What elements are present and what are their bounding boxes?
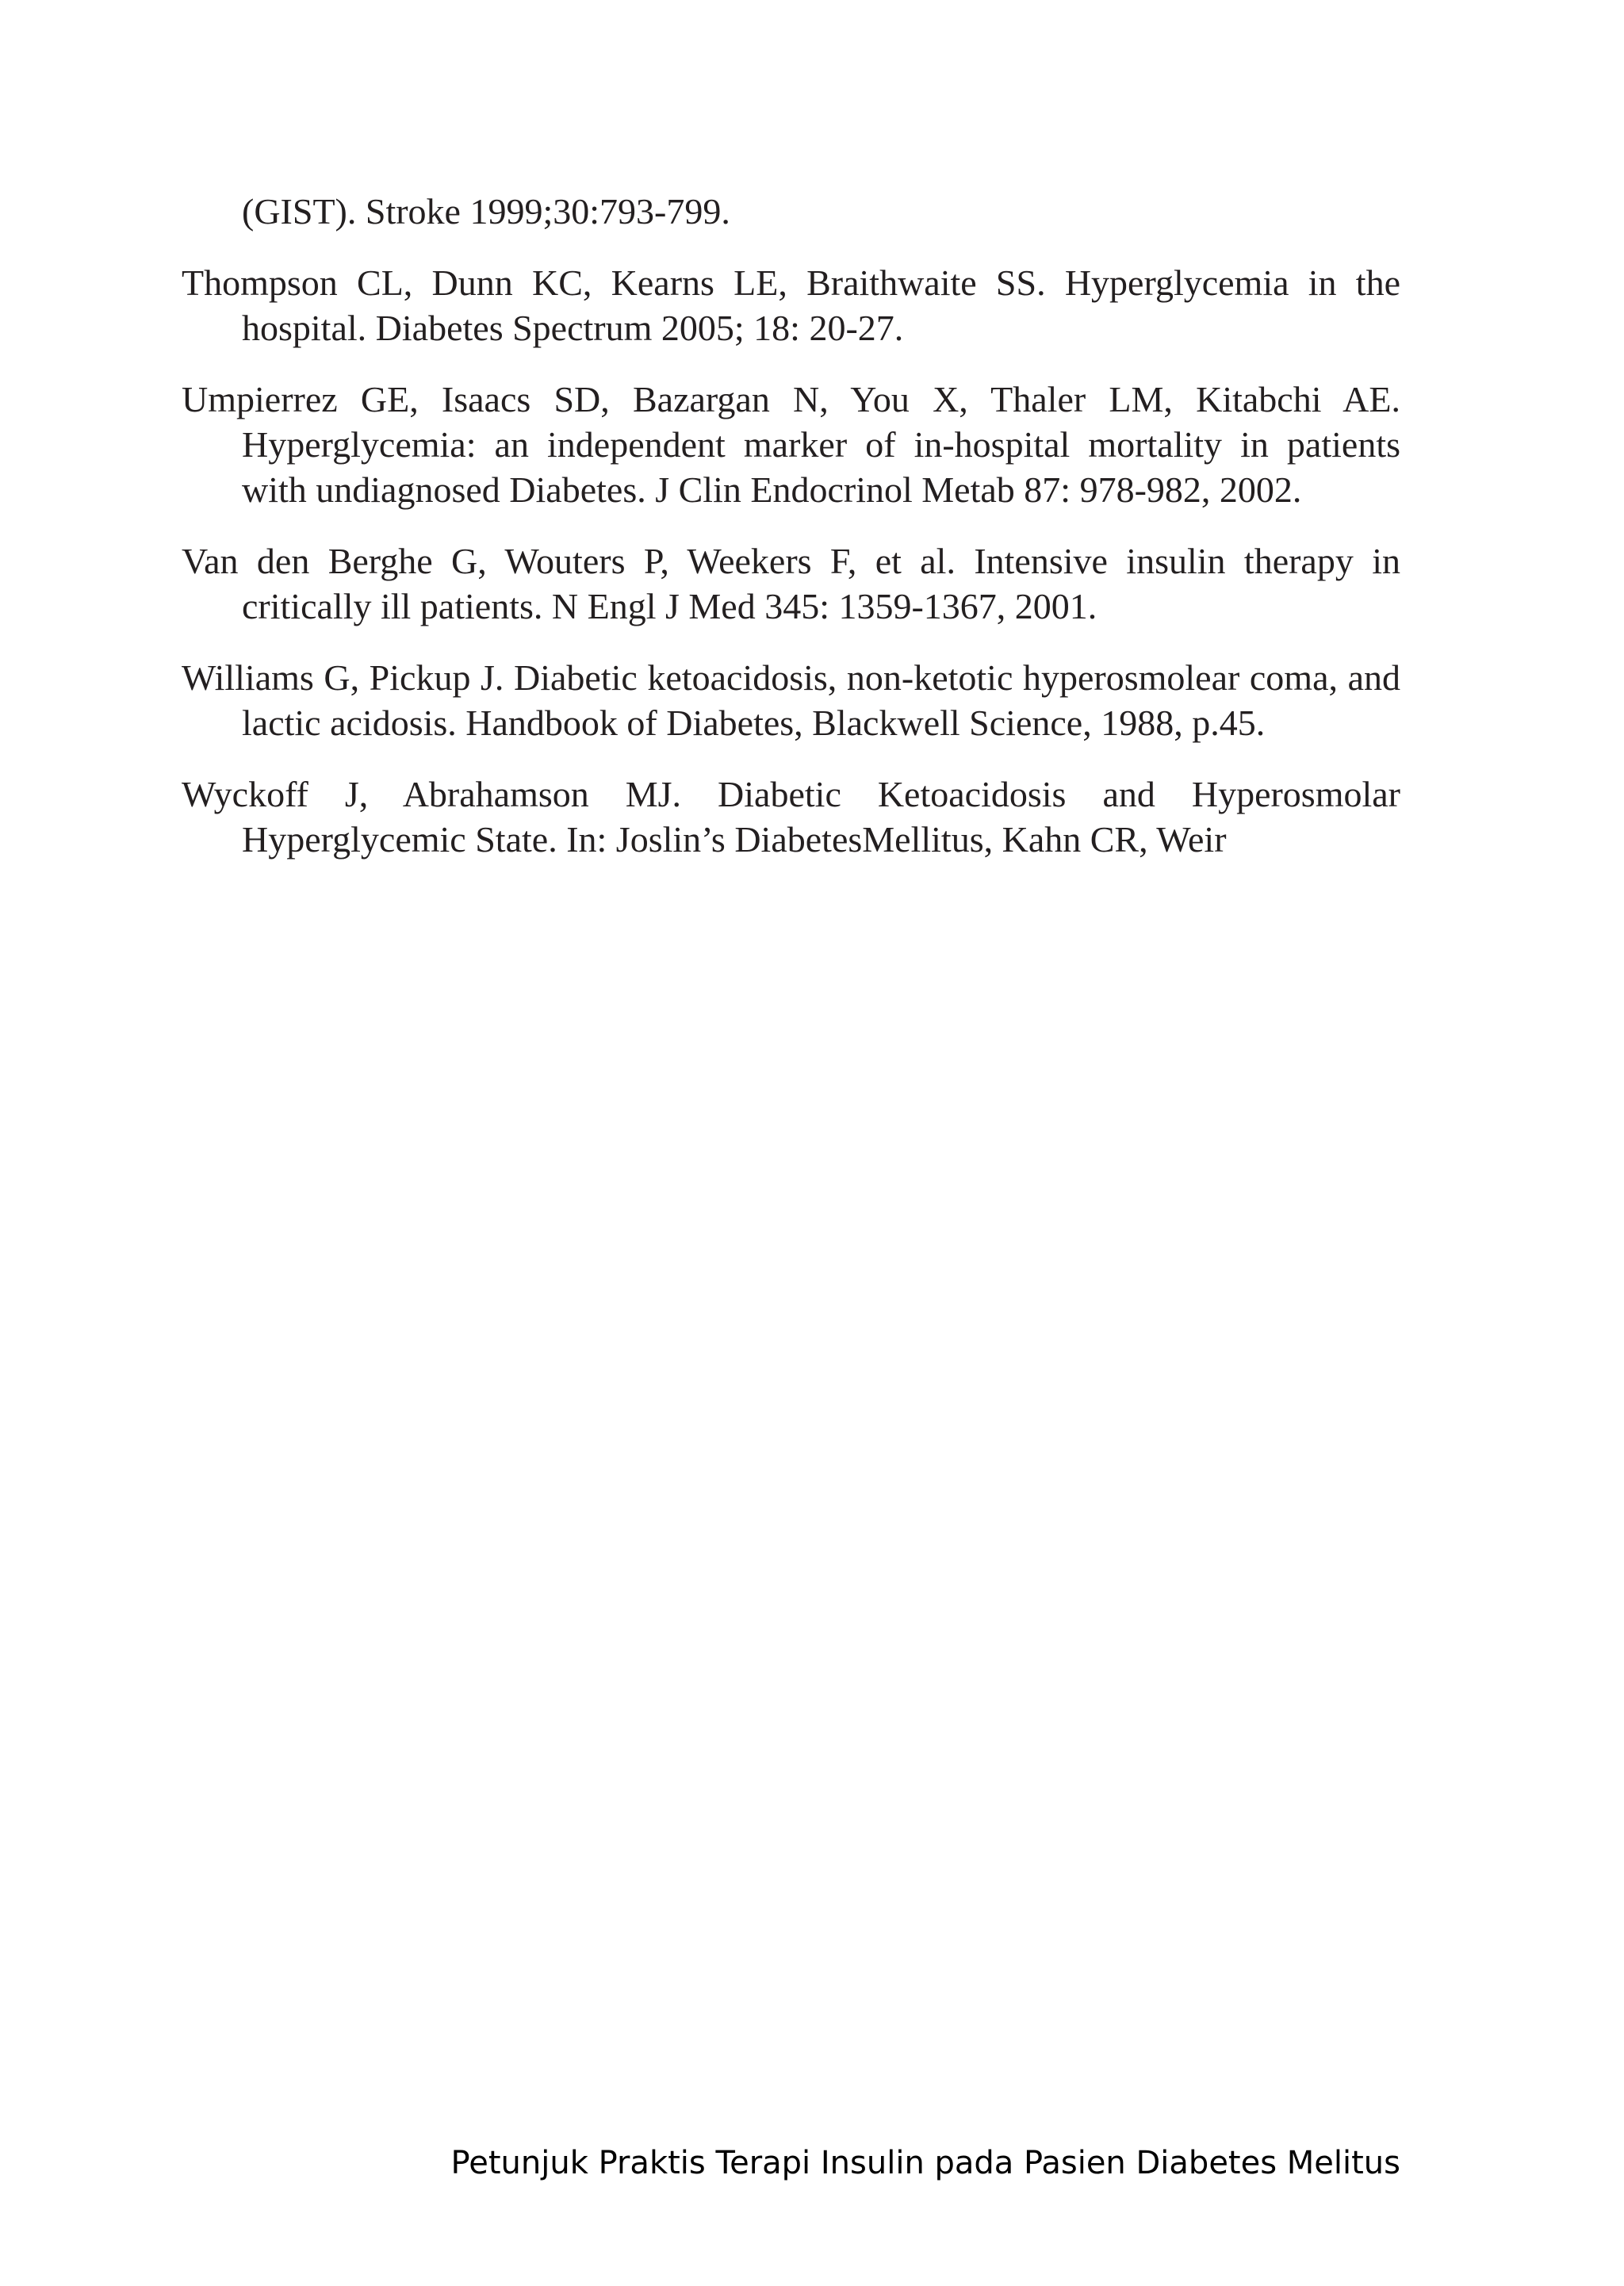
reference-entry: (GIST). Stroke 1999;30:793-799. xyxy=(242,191,730,232)
footer-book-title: Petunjuk Praktis Terapi Insulin pada Pasien Diabetes Melitus xyxy=(450,2145,1400,2181)
reference-entry: Williams G, Pickup J. Diabetic ketoacidosis, non-ketotic hyperosmolear coma, and lactic acidosis. Handbook of Diabetes, Blackwell Science, 1988, p.45. xyxy=(182,657,1400,743)
reference-list xyxy=(182,189,1400,888)
reference-entry: Umpierrez GE, Isaacs SD, Bazargan N, You X, Thaler LM, Kitabchi AE. Hyperglycemia: an independent marker of in-hospital mortality in patients with undiagnosed Diabetes. J Clin Endocrinol Metab 87: 978-982, 2002. xyxy=(182,379,1400,510)
reference-entry: Van den Berghe G, Wouters P, Weekers F, et al. Intensive insulin therapy in critically ill patients. N Engl J Med 345: 1359-1367, 2001. xyxy=(182,541,1400,626)
reference-entry: Thompson CL, Dunn KC, Kearns LE, Braithwaite SS. Hyperglycemia in the hospital. Diabetes Spectrum 2005; 18: 20-27. xyxy=(182,262,1400,348)
reference-entry: Wyckoff J, Abrahamson MJ. Diabetic Ketoacidosis and Hyperosmolar Hyperglycemic State. In: Joslin’s DiabetesMellitus, Kahn CR, Weir xyxy=(182,774,1400,860)
